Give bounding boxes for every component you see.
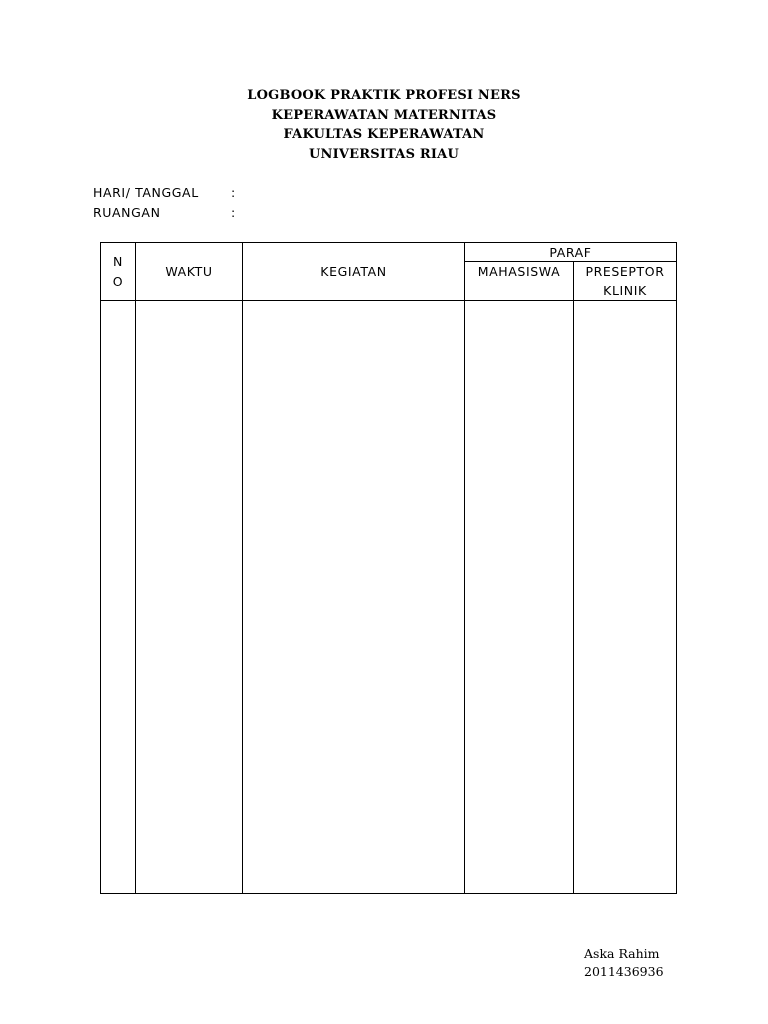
header-preceptor-line2: KLINIK [603,283,647,298]
signature-block [584,945,664,981]
logbook-table [100,242,677,894]
document-title [0,86,768,164]
cell-time[interactable] [136,301,243,894]
header-no-line1: N [113,253,123,269]
header-no [101,243,136,301]
table-header-row [101,243,677,262]
header-preceptor-line1: PRESEPTOR [585,264,665,279]
header-time: WAKTU [136,243,243,301]
title-line-faculty: FAKULTAS KEPERAWATAN [283,127,485,142]
table-row [101,301,677,894]
day-date-field [93,183,393,203]
room-label: RUANGAN [93,205,161,220]
cell-no[interactable] [101,301,136,894]
room-field [93,203,393,223]
header-signature-group: PARAF [465,243,677,262]
title-line-logbook: LOGBOOK PRAKTIK PROFESI NERS [247,88,521,103]
title-line-university: UNIVERSITAS RIAU [308,146,460,162]
signer-name: Aska Rahim [584,946,660,961]
header-no-line2: O [112,273,124,289]
info-fields [93,183,393,223]
day-date-colon: : [231,185,236,200]
cell-activity[interactable] [243,301,465,894]
room-colon: : [231,205,236,220]
header-preceptor [574,262,677,301]
title-line-department: KEPERAWATAN MATERNITAS [271,107,497,123]
header-student: MAHASISWA [465,262,574,301]
day-date-label: HARI/ TANGGAL [93,185,199,200]
cell-preceptor-signature[interactable] [574,301,677,894]
signer-id-number: 2011436936 [584,964,664,979]
cell-student-signature[interactable] [465,301,574,894]
header-activity: KEGIATAN [243,243,465,301]
